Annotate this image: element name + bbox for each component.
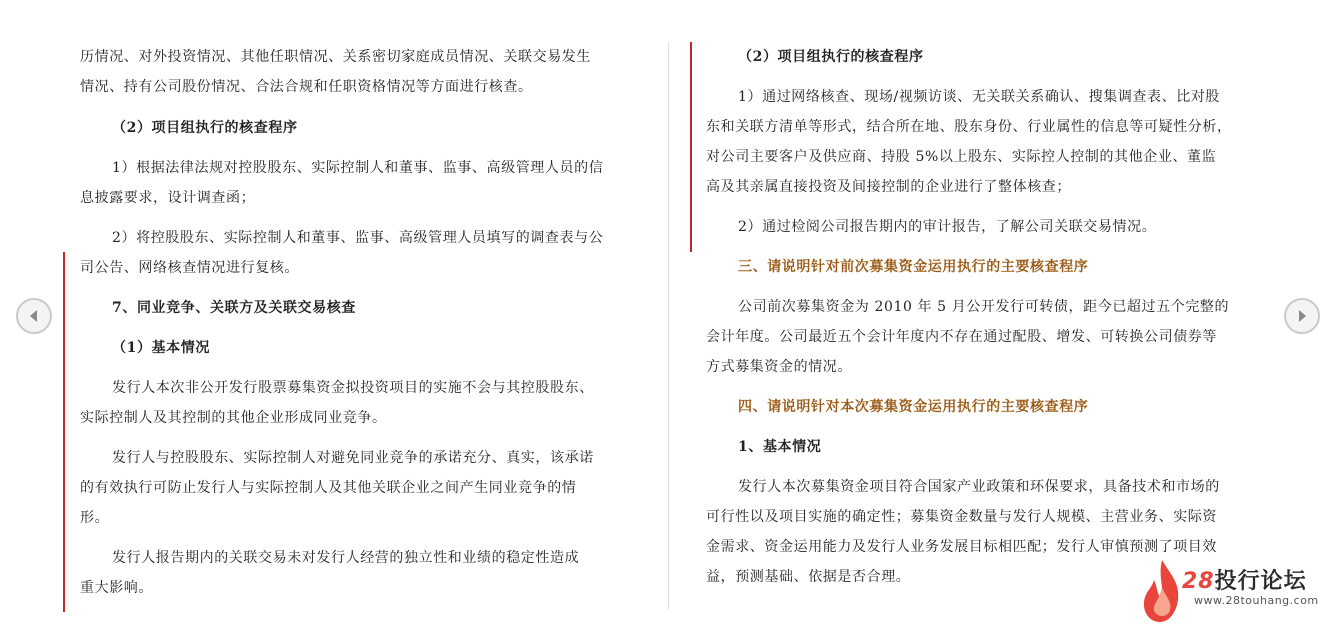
section-heading: （2）项目组执行的核查程序: [738, 49, 924, 65]
text-line: 发行人本次非公开发行股票募集资金拟投资项目的实施不会与其控股股东、: [112, 380, 594, 396]
section-heading: 7、同业竞争、关联方及关联交易核查: [112, 300, 356, 316]
text-line: 可行性以及项目实施的确定性；募集资金数量与发行人规模、主营业务、实际资: [706, 509, 1217, 525]
text-line: 益，预测基础、依据是否合理。: [706, 569, 911, 585]
text-line: 历情况、对外投资情况、其他任职情况、关系密切家庭成员情况、关联交易发生: [80, 49, 591, 65]
text-line: 东和关联方清单等形式，结合所在地、股东身份、行业属性的信息等可疑性分析，: [706, 119, 1232, 135]
text-line: 司公告、网络核查情况进行复核。: [80, 260, 299, 276]
text-line: 息披露要求，设计调查函；: [80, 190, 256, 206]
chevron-right-icon: [1295, 309, 1309, 323]
flame-icon: [1140, 558, 1184, 624]
text-line: 情况、持有公司股份情况、合法合规和任职资格情况等方面进行核查。: [80, 79, 533, 95]
section-heading: （1）基本情况: [112, 340, 210, 356]
text-line: 实际控制人及其控制的其他企业形成同业竞争。: [80, 410, 387, 426]
text-line: 发行人与控股股东、实际控制人对避免同业竞争的承诺充分、真实，该承诺: [112, 450, 594, 466]
text-line: 2）将控股股东、实际控制人和董事、监事、高级管理人员填写的调查表与公: [112, 230, 604, 246]
logo-url: www.28touhang.com: [1194, 594, 1319, 607]
left-margin-marker: [63, 252, 65, 612]
page-divider: [668, 42, 669, 610]
chevron-left-icon: [27, 309, 41, 323]
text-line: 的有效执行可防止发行人与实际控制人及其他关联企业之间产生同业竞争的情: [80, 480, 577, 496]
right-margin-marker: [690, 42, 692, 252]
text-line: 2）通过检阅公司报告期内的审计报告，了解公司关联交易情况。: [738, 219, 1157, 235]
text-line: 发行人本次募集资金项目符合国家产业政策和环保要求，具备技术和市场的: [738, 479, 1220, 495]
section-heading-accent: 三、请说明针对前次募集资金运用执行的主要核查程序: [738, 259, 1089, 275]
text-line: 公司前次募集资金为 2010 年 5 月公开发行可转债，距今已超过五个完整的: [738, 299, 1230, 315]
text-line: 1）根据法律法规对控股股东、实际控制人和董事、监事、高级管理人员的信: [112, 160, 604, 176]
text-line: 发行人报告期内的关联交易未对发行人经营的独立性和业绩的稳定性造成: [112, 550, 580, 566]
text-line: 重大影响。: [80, 580, 153, 596]
logo-name: 28投行论坛: [1182, 569, 1307, 594]
section-heading: 1、基本情况: [738, 439, 822, 455]
text-line: 对公司主要客户及供应商、持股 5%以上股东、实际控人控制的其他企业、董监: [706, 149, 1217, 165]
text-line: 金需求、资金运用能力及发行人业务发展目标相匹配；发行人审慎预测了项目效: [706, 539, 1217, 555]
text-line: 高及其亲属直接投资及间接控制的企业进行了整体核查；: [706, 179, 1071, 195]
section-heading: （2）项目组执行的核查程序: [112, 120, 298, 136]
site-logo: [1140, 556, 1330, 626]
next-page-button[interactable]: [1284, 298, 1320, 334]
text-line: 会计年度。公司最近五个会计年度内不存在通过配股、增发、可转换公司债券等: [706, 329, 1217, 345]
prev-page-button[interactable]: [16, 298, 52, 334]
text-line: 方式募集资金的情况。: [706, 359, 852, 375]
text-line: 1）通过网络核查、现场/视频访谈、无关联关系确认、搜集调查表、比对股: [738, 89, 1221, 105]
section-heading-accent: 四、请说明针对本次募集资金运用执行的主要核查程序: [738, 399, 1089, 415]
text-line: 形。: [80, 510, 110, 526]
